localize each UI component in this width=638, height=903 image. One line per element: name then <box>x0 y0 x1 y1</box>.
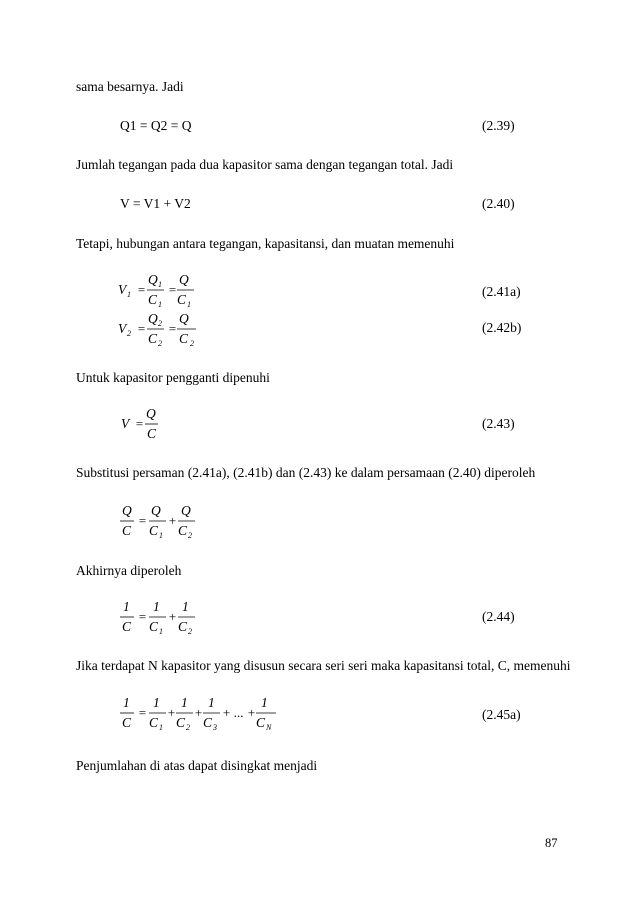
svg-text:C: C <box>177 292 187 307</box>
paragraph-8: Penjumlahan di atas dapat disingkat menjadi <box>76 758 318 773</box>
svg-text:C: C <box>122 523 132 538</box>
svg-text:1: 1 <box>182 599 189 614</box>
svg-text:C: C <box>203 715 213 730</box>
svg-text:C: C <box>178 619 188 634</box>
svg-text:=: = <box>168 282 177 297</box>
svg-text:V: V <box>121 416 130 431</box>
svg-text:1: 1 <box>159 627 163 636</box>
svg-text:1: 1 <box>153 695 160 710</box>
svg-text:N: N <box>266 723 272 732</box>
svg-text:+ ... +: + ... + <box>222 705 256 720</box>
equation-2-44 <box>118 597 218 641</box>
equation-2-39: Q1 = Q2 = Q <box>120 118 192 133</box>
paragraph-4: Untuk kapasitor pengganti dipenuhi <box>76 370 270 385</box>
svg-text:1: 1 <box>158 280 162 289</box>
svg-text:2: 2 <box>188 627 192 636</box>
svg-text:C: C <box>147 426 157 441</box>
svg-text:1: 1 <box>123 599 130 614</box>
equation-number-2-39: (2.39) <box>482 118 515 133</box>
svg-text:C: C <box>256 715 266 730</box>
svg-text:C: C <box>122 619 132 634</box>
svg-text:C: C <box>179 331 189 346</box>
svg-text:C: C <box>149 523 159 538</box>
svg-text:=: = <box>138 609 147 624</box>
svg-text:3: 3 <box>213 723 217 732</box>
svg-text:=: = <box>135 416 144 431</box>
svg-text:2: 2 <box>188 531 192 540</box>
svg-text:Q: Q <box>122 503 132 518</box>
svg-text:Q: Q <box>179 272 189 287</box>
svg-text:C: C <box>149 619 159 634</box>
svg-text:1: 1 <box>261 695 268 710</box>
paragraph-2: Jumlah tegangan pada dua kapasitor sama dengan tegangan total. Jadi <box>76 157 454 172</box>
paragraph-6: Akhirnya diperoleh <box>76 563 182 578</box>
svg-text:Q: Q <box>148 311 158 326</box>
equation-number-2-45a: (2.45a) <box>482 707 521 722</box>
equation-2-45a <box>118 693 288 737</box>
equation-number-2-43: (2.43) <box>482 416 515 431</box>
svg-text:Q: Q <box>179 311 189 326</box>
svg-text:C: C <box>178 523 188 538</box>
svg-text:1: 1 <box>159 723 163 732</box>
svg-text:C: C <box>148 292 158 307</box>
svg-text:+: + <box>168 513 177 528</box>
svg-text:+: + <box>167 705 176 720</box>
paragraph-5: Substitusi persaman (2.41a), (2.41b) dan (2.43) ke dalam persamaan (2.40) diperoleh <box>76 465 536 480</box>
svg-text:V: V <box>118 282 127 297</box>
svg-text:1: 1 <box>187 300 191 309</box>
svg-text:=: = <box>138 705 147 720</box>
svg-text:=: = <box>168 321 177 336</box>
svg-text:1: 1 <box>208 695 215 710</box>
equation-2-42b <box>118 309 238 353</box>
svg-text:=: = <box>138 513 147 528</box>
svg-text:+: + <box>168 609 177 624</box>
svg-text:C: C <box>122 715 132 730</box>
paragraph-3: Tetapi, hubungan antara tegangan, kapasitansi, dan muatan memenuhi <box>76 236 455 251</box>
paragraph-1: sama besarnya. Jadi <box>76 79 184 94</box>
svg-text:2: 2 <box>190 339 194 348</box>
equation-2-43 <box>118 404 178 448</box>
equation-number-2-40: (2.40) <box>482 196 515 211</box>
equation-2-40: V = V1 + V2 <box>120 196 191 211</box>
svg-text:1: 1 <box>158 300 162 309</box>
svg-text:Q: Q <box>148 272 158 287</box>
svg-text:1: 1 <box>181 695 188 710</box>
equation-number-2-42b: (2.42b) <box>482 320 522 335</box>
svg-text:2: 2 <box>158 319 162 328</box>
svg-text:1: 1 <box>153 599 160 614</box>
page-number: 87 <box>545 836 558 850</box>
svg-text:2: 2 <box>186 723 190 732</box>
svg-text:2: 2 <box>127 329 131 338</box>
svg-text:C: C <box>149 715 159 730</box>
svg-text:Q: Q <box>181 503 191 518</box>
svg-text:1: 1 <box>159 531 163 540</box>
svg-text:Q: Q <box>146 406 156 421</box>
equation-q-over-c <box>118 501 218 545</box>
svg-text:=: = <box>137 321 146 336</box>
equation-number-2-44: (2.44) <box>482 609 515 624</box>
svg-text:V: V <box>118 321 127 336</box>
svg-text:C: C <box>176 715 186 730</box>
svg-text:1: 1 <box>123 695 130 710</box>
svg-text:2: 2 <box>158 339 162 348</box>
svg-text:Q: Q <box>151 503 161 518</box>
svg-text:=: = <box>137 282 146 297</box>
equation-2-41a <box>118 270 238 314</box>
paragraph-7: Jika terdapat N kapasitor yang disusun secara seri seri maka kapasitansi total, C, memenuhi <box>76 658 571 673</box>
svg-text:1: 1 <box>127 290 131 299</box>
equation-number-2-41a: (2.41a) <box>482 284 521 299</box>
svg-text:C: C <box>148 331 158 346</box>
svg-text:+: + <box>194 705 203 720</box>
